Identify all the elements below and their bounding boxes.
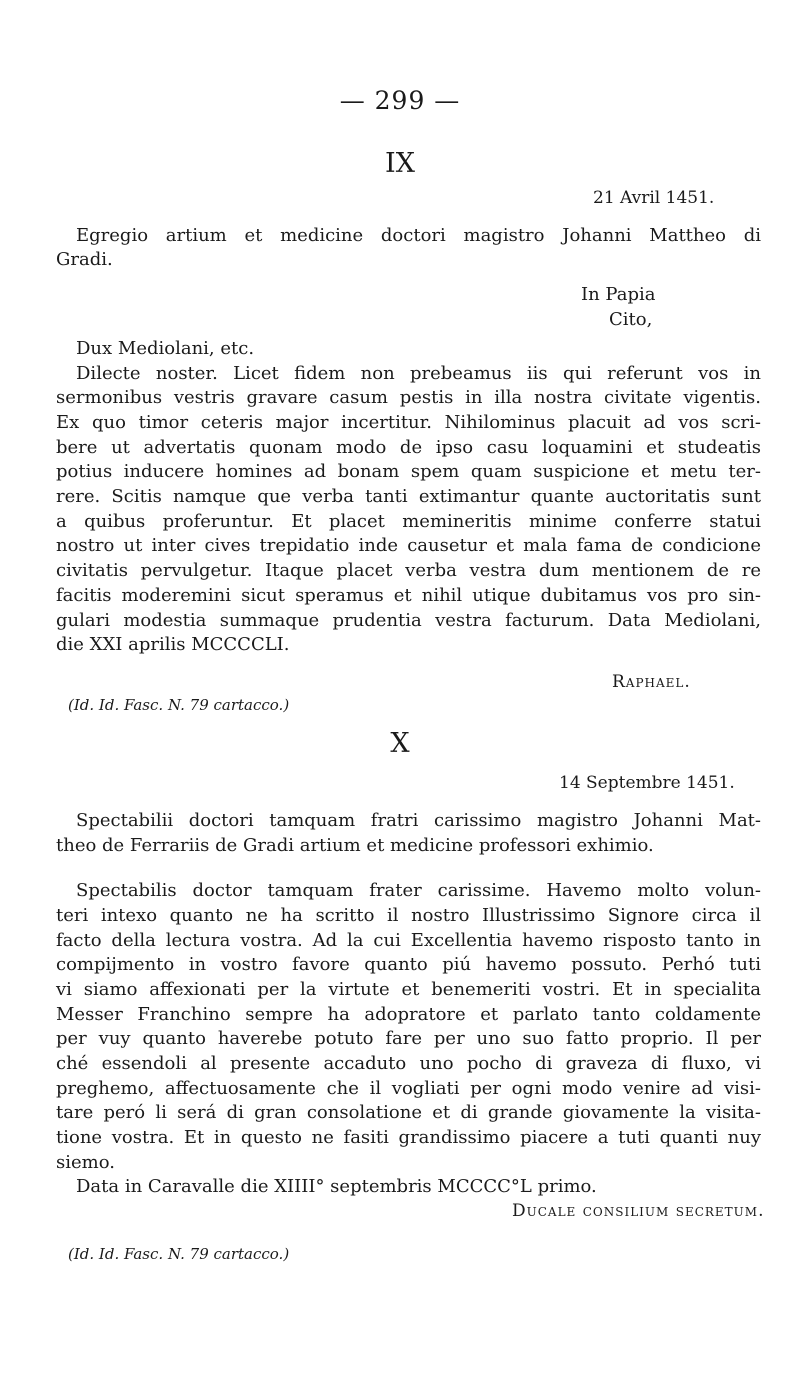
doc-ix-body-line: nostro ut inter cives trepidatio inde causetur et mala fama de condicione — [56, 535, 761, 556]
doc-ix-body-line: bere ut advertatis quonam modo de ipso casu loquamini et studeatis — [56, 437, 761, 458]
doc-x-body-line: teri intexo quanto ne ha scritto il nostro Illustrissimo Signore circa il — [56, 905, 761, 926]
doc-ix-body-line: die XXI aprilis MCCCCLI. — [56, 634, 290, 655]
doc-x-body-line: tione vostra. Et in questo ne fasiti grandissimo piacere a tuti quanti nuy — [56, 1127, 761, 1148]
doc-ix-body-line: rere. Scitis namque que verba tanti extimantur quante auctoritatis sunt — [56, 486, 761, 507]
doc-ix-opening: Dux Mediolani, etc. — [76, 338, 255, 359]
page-number: — 299 — — [339, 86, 461, 115]
doc-ix-body-line: Ex quo timor ceteris major incertitur. Nihilominus placuit ad vos scri- — [56, 412, 761, 433]
doc-ix-place-line: In Papia — [581, 284, 656, 305]
doc-x-body-line: tare peró li será di gran consolatione et di grande giovamente la visita- — [56, 1102, 761, 1123]
doc-x-body-line: facto della lectura vostra. Ad la cui Excellentia havemo risposto tanto in — [56, 930, 761, 951]
doc-ix-body-line: sermonibus vestris gravare casum pestis in illa nostra civitate vigentis. — [56, 387, 761, 408]
document-x-date: 14 Septembre 1451. — [559, 773, 735, 793]
doc-ix-body-line: a quibus proferuntur. Et placet memineritis minime conferre statui — [56, 511, 761, 532]
doc-x-body-line: preghemo, affectuosamente che il vogliati per ogni modo venire ad visi- — [56, 1078, 761, 1099]
doc-ix-body-line: facitis moderemini sicut speramus et nihil utique dubitamus vos pro sin- — [56, 585, 761, 606]
document-x-number: X — [390, 728, 410, 759]
doc-x-body-line: vi siamo affexionati per la virtute et benemeriti vostri. Et in specialita — [56, 979, 761, 1000]
doc-ix-source: (Id. Id. Fasc. N. 79 cartacco.) — [68, 696, 290, 714]
doc-x-body-line: per vuy quanto haverebe potuto fare per uno suo fatto proprio. Il per — [56, 1028, 761, 1049]
document-ix-number: IX — [385, 148, 415, 179]
doc-x-body-line: compijmento in vostro favore quanto piú havemo possuto. Perhó tuti — [56, 954, 761, 975]
doc-ix-body-line: Dilecte noster. Licet fidem non prebeamus iis qui referunt vos in — [76, 363, 761, 384]
doc-ix-place-line: Cito, — [609, 309, 653, 330]
doc-ix-address-line: Egregio artium et medicine doctori magistro Johanni Mattheo di — [76, 225, 761, 246]
doc-x-body-line: Data in Caravalle die XIIII° septembris MCCCC°L primo. — [76, 1176, 597, 1197]
doc-x-source: (Id. Id. Fasc. N. 79 cartacco.) — [68, 1245, 290, 1263]
doc-ix-body-line: potius inducere homines ad bonam spem quam suspicione et metu ter- — [56, 461, 761, 482]
doc-x-body-line: Spectabilis doctor tamquam frater carissime. Havemo molto volun- — [76, 880, 761, 901]
doc-x-body-line: ché essendoli al presente accaduto uno pocho di graveza di fluxo, vi — [56, 1053, 761, 1074]
document-ix-date: 21 Avril 1451. — [593, 188, 715, 208]
doc-ix-body-line: civitatis pervulgetur. Itaque placet verba vestra dum mentionem de re — [56, 560, 761, 581]
doc-x-signature: Ducale consilium secretum. — [512, 1201, 765, 1221]
doc-x-body-line: Messer Franchino sempre ha adopratore et parlato tanto coldamente — [56, 1004, 761, 1025]
doc-ix-address-line: Gradi. — [56, 249, 113, 270]
doc-ix-signature: Raphael. — [612, 672, 691, 692]
doc-x-address-line: theo de Ferrariis de Gradi artium et medicine professori exhimio. — [56, 835, 654, 856]
doc-x-address-line: Spectabilii doctori tamquam fratri carissimo magistro Johanni Mat- — [76, 810, 761, 831]
doc-ix-body-line: gulari modestia summaque prudentia vestra facturum. Data Mediolani, — [56, 610, 761, 631]
doc-x-body-line: siemo. — [56, 1152, 115, 1173]
